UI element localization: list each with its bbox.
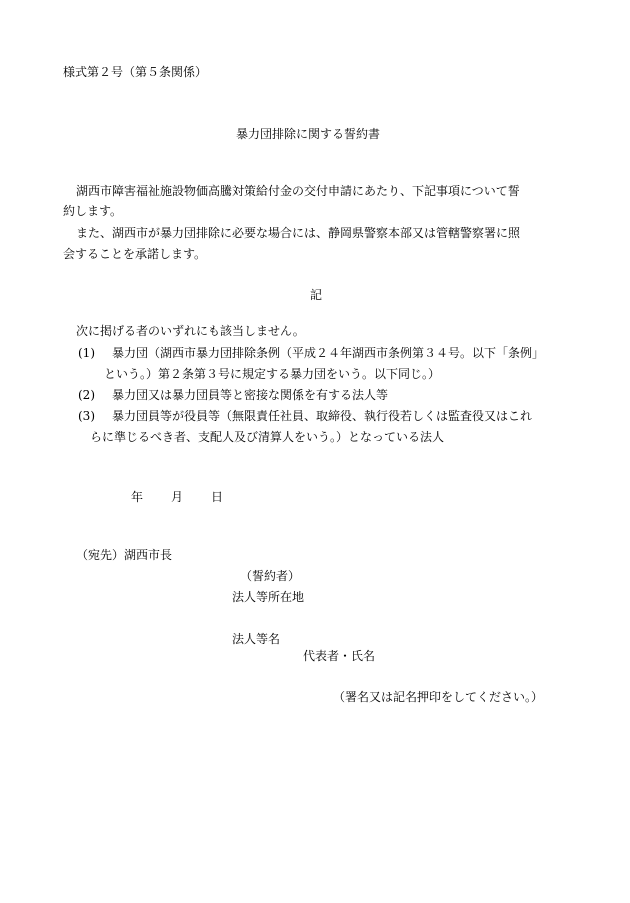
- list-item-1-line2: という。）第２条第３号に規定する暴力団をいう。以下同じ。）: [104, 367, 441, 381]
- intro-p1-line2: 約します。: [63, 204, 123, 218]
- list-item-3-line2: らに準じるべき者、支配人及び清算人をいう。）となっている法人: [90, 430, 445, 444]
- signature-note: （署名又は記名押印をしてください。）: [333, 690, 544, 704]
- list-item-2-line1: 暴力団又は暴力団員等と密接な関係を有する法人等: [112, 388, 389, 402]
- list-item-2-num: (2): [78, 388, 95, 402]
- intro-p1-line1: 湖西市障害福祉施設物価高騰対策給付金の交付申請にあたり、下記事項について誓: [76, 184, 520, 198]
- list-item-3-num: (3): [78, 409, 95, 423]
- date-day: 日: [211, 490, 224, 504]
- intro-p2-line2: 会することを承諾します。: [63, 247, 207, 261]
- list-item-1-num: (1): [78, 346, 95, 360]
- name-label: 法人等名: [232, 632, 281, 646]
- date-month: 月: [171, 490, 184, 504]
- ki-heading: 記: [310, 288, 323, 302]
- document-title: 暴力団排除に関する誓約書: [236, 127, 381, 141]
- address-label: 法人等所在地: [232, 590, 305, 604]
- form-number: 様式第２号（第５条関係）: [63, 65, 208, 79]
- list-item-3-line1: 暴力団員等が役員等（無限責任社員、取締役、執行役若しくは監査役又はこれ: [112, 409, 533, 423]
- date-year: 年: [131, 490, 144, 504]
- list-item-1-line1: 暴力団（湖西市暴力団排除条例（平成２４年湖西市条例第３４号。以下「条例」: [112, 346, 545, 360]
- list-lead: 次に掲げる者のいずれにも該当しません。: [76, 324, 305, 338]
- intro-p2-line1: また、湖西市が暴力団排除に必要な場合には、静岡県警察本部又は管轄警察署に照: [76, 226, 521, 240]
- pledger-heading: （誓約者）: [240, 569, 301, 583]
- addressee: （宛先）湖西市長: [76, 548, 173, 562]
- representative-label: 代表者・氏名: [303, 649, 376, 663]
